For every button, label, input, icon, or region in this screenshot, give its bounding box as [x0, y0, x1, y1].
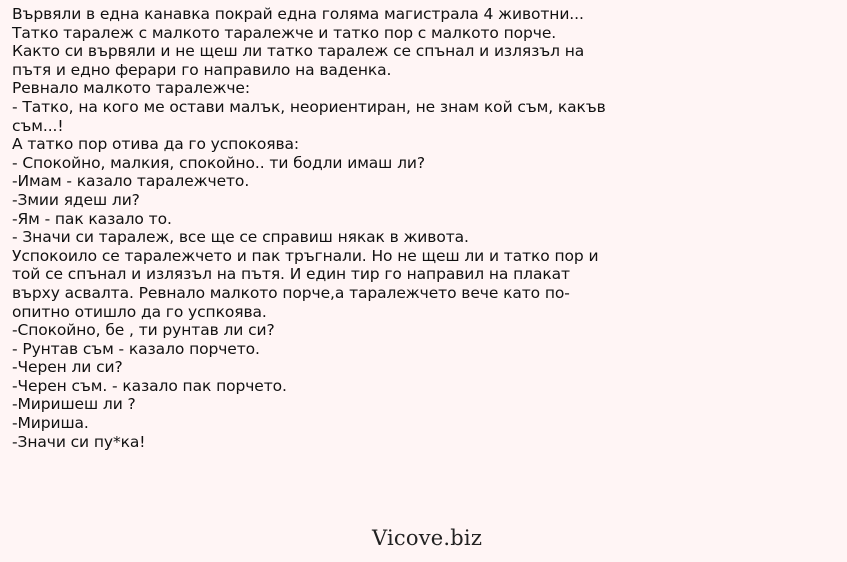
text-line: - Спокойно, малкия, спокойно.. ти бодли имаш ли?: [12, 153, 425, 172]
text-line: -Имам - казало таралежчето.: [12, 172, 250, 191]
text-line: той се спънал и излязъл на пътя. И един тир го направил на плакат: [12, 265, 570, 284]
text-line: Татко таралеж с малкото таралежче и татко пор с малкото порче.: [12, 23, 557, 42]
text-line: Както си вървяли и не щеш ли татко таралеж се спънал и излязъл на: [12, 42, 585, 61]
text-line: -Мириша.: [12, 414, 89, 433]
text-line: пътя и едно ферари го направило на ваденка.: [12, 60, 392, 79]
text-line: - Рунтав съм - казало порчето.: [12, 339, 260, 358]
text-line: -Значи си пу*ка!: [12, 432, 146, 451]
site-watermark: Vicove.biz: [372, 526, 483, 550]
text-line: Ревнало малкото таралежче:: [12, 79, 250, 98]
text-line: -Миришеш ли ?: [12, 395, 136, 414]
text-line: Вървяли в една канавка покрай една голяма магистрала 4 животни...: [12, 5, 584, 23]
text-line: съм...!: [12, 116, 64, 135]
joke-text: [12, 5, 838, 451]
text-line: - Татко, на кого ме остави малък, неориентиран, не знам кой съм, какъв: [12, 97, 606, 116]
text-line: -Змии ядеш ли?: [12, 190, 140, 209]
text-line: върху асвалта. Ревнало малкото порче,а таралежчето вече като по-: [12, 283, 570, 302]
text-line: -Ям - пак казало то.: [12, 209, 172, 228]
text-line: -Черен съм. - казало пак порчето.: [12, 376, 287, 395]
text-line: опитно отишло да го успкоява.: [12, 302, 267, 321]
text-line: - Значи си таралеж, все ще се справиш някак в живота.: [12, 228, 469, 247]
text-line: -Черен ли си?: [12, 358, 123, 377]
text-line: А татко пор отива да го успокоява:: [12, 135, 300, 154]
text-line: Успокоило се таралежчето и пак тръгнали. Но не щеш ли и татко пор и: [12, 246, 599, 265]
text-line: -Спокойно, бе , ти рунтав ли си?: [12, 321, 275, 340]
